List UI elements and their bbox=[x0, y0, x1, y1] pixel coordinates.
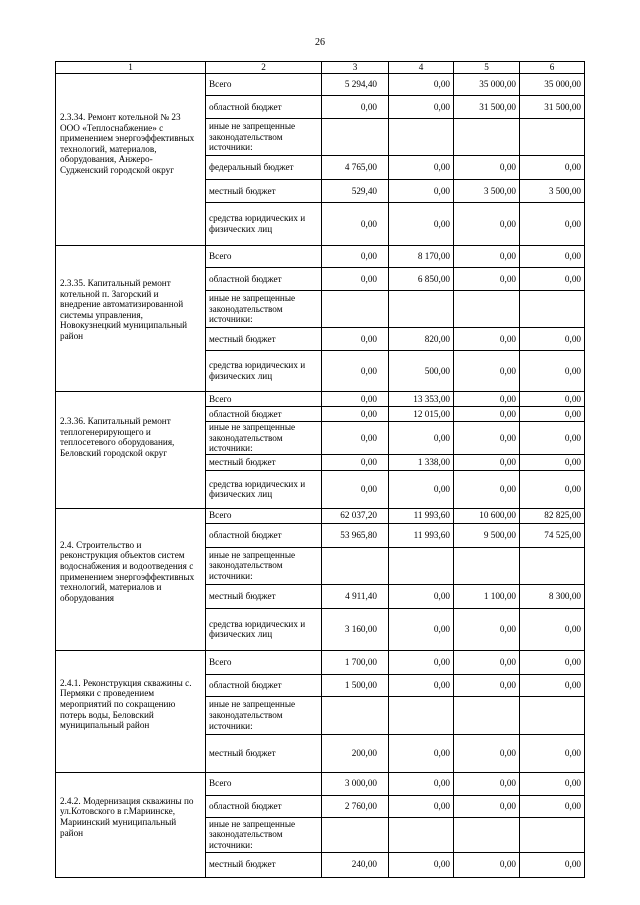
budget-table bbox=[55, 61, 585, 878]
table-row bbox=[56, 650, 585, 674]
amount-col-6: 74 525,00 bbox=[520, 523, 585, 547]
amount-col-6 bbox=[520, 547, 585, 584]
budget-table-body bbox=[56, 62, 585, 878]
amount-col-3: 0,00 bbox=[322, 407, 389, 422]
amount-col-4: 0,00 bbox=[389, 156, 454, 180]
amount-col-4 bbox=[389, 817, 454, 852]
amount-col-5: 0,00 bbox=[454, 351, 520, 392]
funding-source: местный бюджет bbox=[206, 852, 322, 877]
amount-col-5: 9 500,00 bbox=[454, 523, 520, 547]
amount-col-4: 0,00 bbox=[389, 734, 454, 772]
amount-col-3 bbox=[322, 696, 389, 734]
amount-col-6: 0,00 bbox=[520, 454, 585, 470]
amount-col-3 bbox=[322, 547, 389, 584]
column-header-4: 4 bbox=[389, 62, 454, 74]
amount-col-4: 820,00 bbox=[389, 328, 454, 351]
funding-source: Всего bbox=[206, 650, 322, 674]
amount-col-5: 0,00 bbox=[454, 674, 520, 696]
funding-source: иные не запрещенные законодательством источники: bbox=[206, 422, 322, 455]
funding-source: Всего bbox=[206, 74, 322, 96]
measure-name: 2.3.36. Капитальный ремонт теплогенерирующего и теплосетевого оборудования, Беловский городской округ bbox=[60, 416, 175, 458]
amount-col-5: 0,00 bbox=[454, 246, 520, 268]
funding-source: средства юридических и физических лиц bbox=[206, 608, 322, 650]
amount-col-4: 0,00 bbox=[389, 203, 454, 246]
funding-source: федеральный бюджет bbox=[206, 156, 322, 180]
table-row bbox=[56, 74, 585, 96]
amount-col-6: 82 825,00 bbox=[520, 508, 585, 523]
amount-col-3: 0,00 bbox=[322, 328, 389, 351]
funding-source: областной бюджет bbox=[206, 674, 322, 696]
amount-col-4: 8 170,00 bbox=[389, 246, 454, 268]
amount-col-3: 0,00 bbox=[322, 268, 389, 291]
amount-col-3: 0,00 bbox=[322, 422, 389, 455]
amount-col-6 bbox=[520, 291, 585, 328]
amount-col-3: 240,00 bbox=[322, 852, 389, 877]
measure-name: 2.4.2. Модернизация скважины по ул.Котовского в г.Мариинске, Мариинский муниципальный район bbox=[60, 795, 194, 838]
amount-col-3: 3 160,00 bbox=[322, 608, 389, 650]
amount-col-3: 0,00 bbox=[322, 470, 389, 508]
funding-source: иные не запрещенные законодательством источники: bbox=[206, 696, 322, 734]
amount-col-5: 0,00 bbox=[454, 268, 520, 291]
table-row bbox=[56, 392, 585, 407]
amount-col-5: 0,00 bbox=[454, 470, 520, 508]
amount-col-4: 0,00 bbox=[389, 608, 454, 650]
amount-col-3 bbox=[322, 817, 389, 852]
amount-col-5: 0,00 bbox=[454, 407, 520, 422]
amount-col-4: 0,00 bbox=[389, 96, 454, 119]
amount-col-5 bbox=[454, 119, 520, 156]
funding-source: областной бюджет bbox=[206, 523, 322, 547]
amount-col-6 bbox=[520, 119, 585, 156]
amount-col-4: 0,00 bbox=[389, 852, 454, 877]
amount-col-3: 0,00 bbox=[322, 246, 389, 268]
amount-col-3: 4 911,40 bbox=[322, 584, 389, 608]
amount-col-5 bbox=[454, 817, 520, 852]
page-number: 26 bbox=[315, 37, 325, 48]
amount-col-5: 0,00 bbox=[454, 203, 520, 246]
funding-source: областной бюджет bbox=[206, 795, 322, 817]
amount-col-4 bbox=[389, 291, 454, 328]
amount-col-4: 12 015,00 bbox=[389, 407, 454, 422]
amount-col-6: 3 500,00 bbox=[520, 180, 585, 203]
amount-col-3: 0,00 bbox=[322, 392, 389, 407]
measure-name-cell bbox=[56, 246, 206, 392]
amount-col-6: 0,00 bbox=[520, 351, 585, 392]
funding-source: средства юридических и физических лиц bbox=[206, 470, 322, 508]
amount-col-4: 0,00 bbox=[389, 772, 454, 795]
amount-col-6 bbox=[520, 696, 585, 734]
amount-col-5: 0,00 bbox=[454, 422, 520, 455]
amount-col-6: 0,00 bbox=[520, 650, 585, 674]
amount-col-5: 0,00 bbox=[454, 392, 520, 407]
column-header-6: 6 bbox=[520, 62, 585, 74]
amount-col-3: 53 965,80 bbox=[322, 523, 389, 547]
amount-col-6: 0,00 bbox=[520, 608, 585, 650]
amount-col-4: 13 353,00 bbox=[389, 392, 454, 407]
amount-col-6: 0,00 bbox=[520, 470, 585, 508]
amount-col-5: 0,00 bbox=[454, 650, 520, 674]
amount-col-3: 200,00 bbox=[322, 734, 389, 772]
amount-col-3: 1 500,00 bbox=[322, 674, 389, 696]
amount-col-3: 0,00 bbox=[322, 454, 389, 470]
amount-col-3: 529,40 bbox=[322, 180, 389, 203]
amount-col-6: 0,00 bbox=[520, 734, 585, 772]
amount-col-4: 0,00 bbox=[389, 650, 454, 674]
amount-col-6: 8 300,00 bbox=[520, 584, 585, 608]
measure-name-cell bbox=[56, 74, 206, 246]
amount-col-4: 0,00 bbox=[389, 584, 454, 608]
table-row bbox=[56, 772, 585, 795]
amount-col-4: 0,00 bbox=[389, 674, 454, 696]
funding-source: иные не запрещенные законодательством источники: bbox=[206, 291, 322, 328]
amount-col-6 bbox=[520, 817, 585, 852]
amount-col-6: 0,00 bbox=[520, 328, 585, 351]
measure-name: 2.3.34. Ремонт котельной № 23 ООО «Теплоснабжение» с применением энергоэффективных технологий, материалов, оборудования, Анжеро-Судженский городской округ bbox=[60, 112, 195, 175]
column-header-3: 3 bbox=[322, 62, 389, 74]
funding-source: местный бюджет bbox=[206, 734, 322, 772]
amount-col-5: 0,00 bbox=[454, 328, 520, 351]
column-header-row bbox=[56, 62, 585, 74]
amount-col-6: 0,00 bbox=[520, 246, 585, 268]
amount-col-5: 0,00 bbox=[454, 852, 520, 877]
amount-col-5: 0,00 bbox=[454, 156, 520, 180]
funding-source: иные не запрещенные законодательством источники: bbox=[206, 817, 322, 852]
amount-col-4: 6 850,00 bbox=[389, 268, 454, 291]
amount-col-4 bbox=[389, 696, 454, 734]
amount-col-6: 0,00 bbox=[520, 852, 585, 877]
amount-col-5: 31 500,00 bbox=[454, 96, 520, 119]
measure-name: 2.4.1. Реконструкция скважины с. Пермяки с проведением мероприятий по сокращению потерь воды, Беловский муниципальный район bbox=[60, 677, 192, 731]
amount-col-4: 0,00 bbox=[389, 470, 454, 508]
amount-col-5 bbox=[454, 696, 520, 734]
funding-source: местный бюджет bbox=[206, 328, 322, 351]
amount-col-5: 0,00 bbox=[454, 734, 520, 772]
amount-col-4: 0,00 bbox=[389, 180, 454, 203]
funding-source: областной бюджет bbox=[206, 268, 322, 291]
amount-col-6: 35 000,00 bbox=[520, 74, 585, 96]
amount-col-6: 0,00 bbox=[520, 203, 585, 246]
column-header-5: 5 bbox=[454, 62, 520, 74]
table-row bbox=[56, 246, 585, 268]
amount-col-5 bbox=[454, 291, 520, 328]
amount-col-5 bbox=[454, 547, 520, 584]
amount-col-5: 10 600,00 bbox=[454, 508, 520, 523]
amount-col-5: 0,00 bbox=[454, 795, 520, 817]
measure-name-cell bbox=[56, 772, 206, 877]
table-row bbox=[56, 508, 585, 523]
funding-source: местный бюджет bbox=[206, 454, 322, 470]
amount-col-5: 1 100,00 bbox=[454, 584, 520, 608]
amount-col-4: 0,00 bbox=[389, 422, 454, 455]
measure-name-cell bbox=[56, 392, 206, 509]
amount-col-5: 3 500,00 bbox=[454, 180, 520, 203]
amount-col-3: 4 765,00 bbox=[322, 156, 389, 180]
measure-name-cell bbox=[56, 508, 206, 650]
amount-col-3 bbox=[322, 291, 389, 328]
funding-source: областной бюджет bbox=[206, 96, 322, 119]
amount-col-3: 2 760,00 bbox=[322, 795, 389, 817]
amount-col-4: 11 993,60 bbox=[389, 508, 454, 523]
amount-col-6: 31 500,00 bbox=[520, 96, 585, 119]
amount-col-5: 0,00 bbox=[454, 608, 520, 650]
amount-col-3: 0,00 bbox=[322, 203, 389, 246]
amount-col-4: 0,00 bbox=[389, 74, 454, 96]
amount-col-3 bbox=[322, 119, 389, 156]
funding-source: местный бюджет bbox=[206, 584, 322, 608]
amount-col-4: 0,00 bbox=[389, 795, 454, 817]
funding-source: средства юридических и физических лиц bbox=[206, 351, 322, 392]
funding-source: средства юридических и физических лиц bbox=[206, 203, 322, 246]
funding-source: местный бюджет bbox=[206, 180, 322, 203]
amount-col-3: 0,00 bbox=[322, 351, 389, 392]
column-header-2: 2 bbox=[206, 62, 322, 74]
amount-col-6: 0,00 bbox=[520, 674, 585, 696]
amount-col-6: 0,00 bbox=[520, 392, 585, 407]
funding-source: Всего bbox=[206, 392, 322, 407]
funding-source: Всего bbox=[206, 772, 322, 795]
measure-name: 2.3.35. Капитальный ремонт котельной п. Загорский и внедрение автоматизированной системы управления, Новокузнецкий муниципальный район bbox=[60, 278, 188, 341]
amount-col-4 bbox=[389, 547, 454, 584]
amount-col-3: 3 000,00 bbox=[322, 772, 389, 795]
amount-col-3: 5 294,40 bbox=[322, 74, 389, 96]
amount-col-4 bbox=[389, 119, 454, 156]
measure-name-cell bbox=[56, 650, 206, 772]
amount-col-6: 0,00 bbox=[520, 772, 585, 795]
amount-col-6: 0,00 bbox=[520, 795, 585, 817]
amount-col-5: 0,00 bbox=[454, 454, 520, 470]
amount-col-3: 62 037,20 bbox=[322, 508, 389, 523]
funding-source: Всего bbox=[206, 246, 322, 268]
amount-col-4: 500,00 bbox=[389, 351, 454, 392]
amount-col-6: 0,00 bbox=[520, 156, 585, 180]
funding-source: иные не запрещенные законодательством источники: bbox=[206, 547, 322, 584]
amount-col-3: 0,00 bbox=[322, 96, 389, 119]
amount-col-5: 35 000,00 bbox=[454, 74, 520, 96]
amount-col-5: 0,00 bbox=[454, 772, 520, 795]
amount-col-4: 11 993,60 bbox=[389, 523, 454, 547]
column-header-1: 1 bbox=[56, 62, 206, 74]
amount-col-6: 0,00 bbox=[520, 268, 585, 291]
amount-col-6: 0,00 bbox=[520, 422, 585, 455]
funding-source: Всего bbox=[206, 508, 322, 523]
measure-name: 2.4. Строительство и реконструкция объектов систем водоснабжения и водоотведения с применением энергоэффективных технологий, материалов и оборудования bbox=[60, 539, 195, 603]
funding-source: иные не запрещенные законодательством источники: bbox=[206, 119, 322, 156]
amount-col-4: 1 338,00 bbox=[389, 454, 454, 470]
amount-col-6: 0,00 bbox=[520, 407, 585, 422]
funding-source: областной бюджет bbox=[206, 407, 322, 422]
amount-col-3: 1 700,00 bbox=[322, 650, 389, 674]
